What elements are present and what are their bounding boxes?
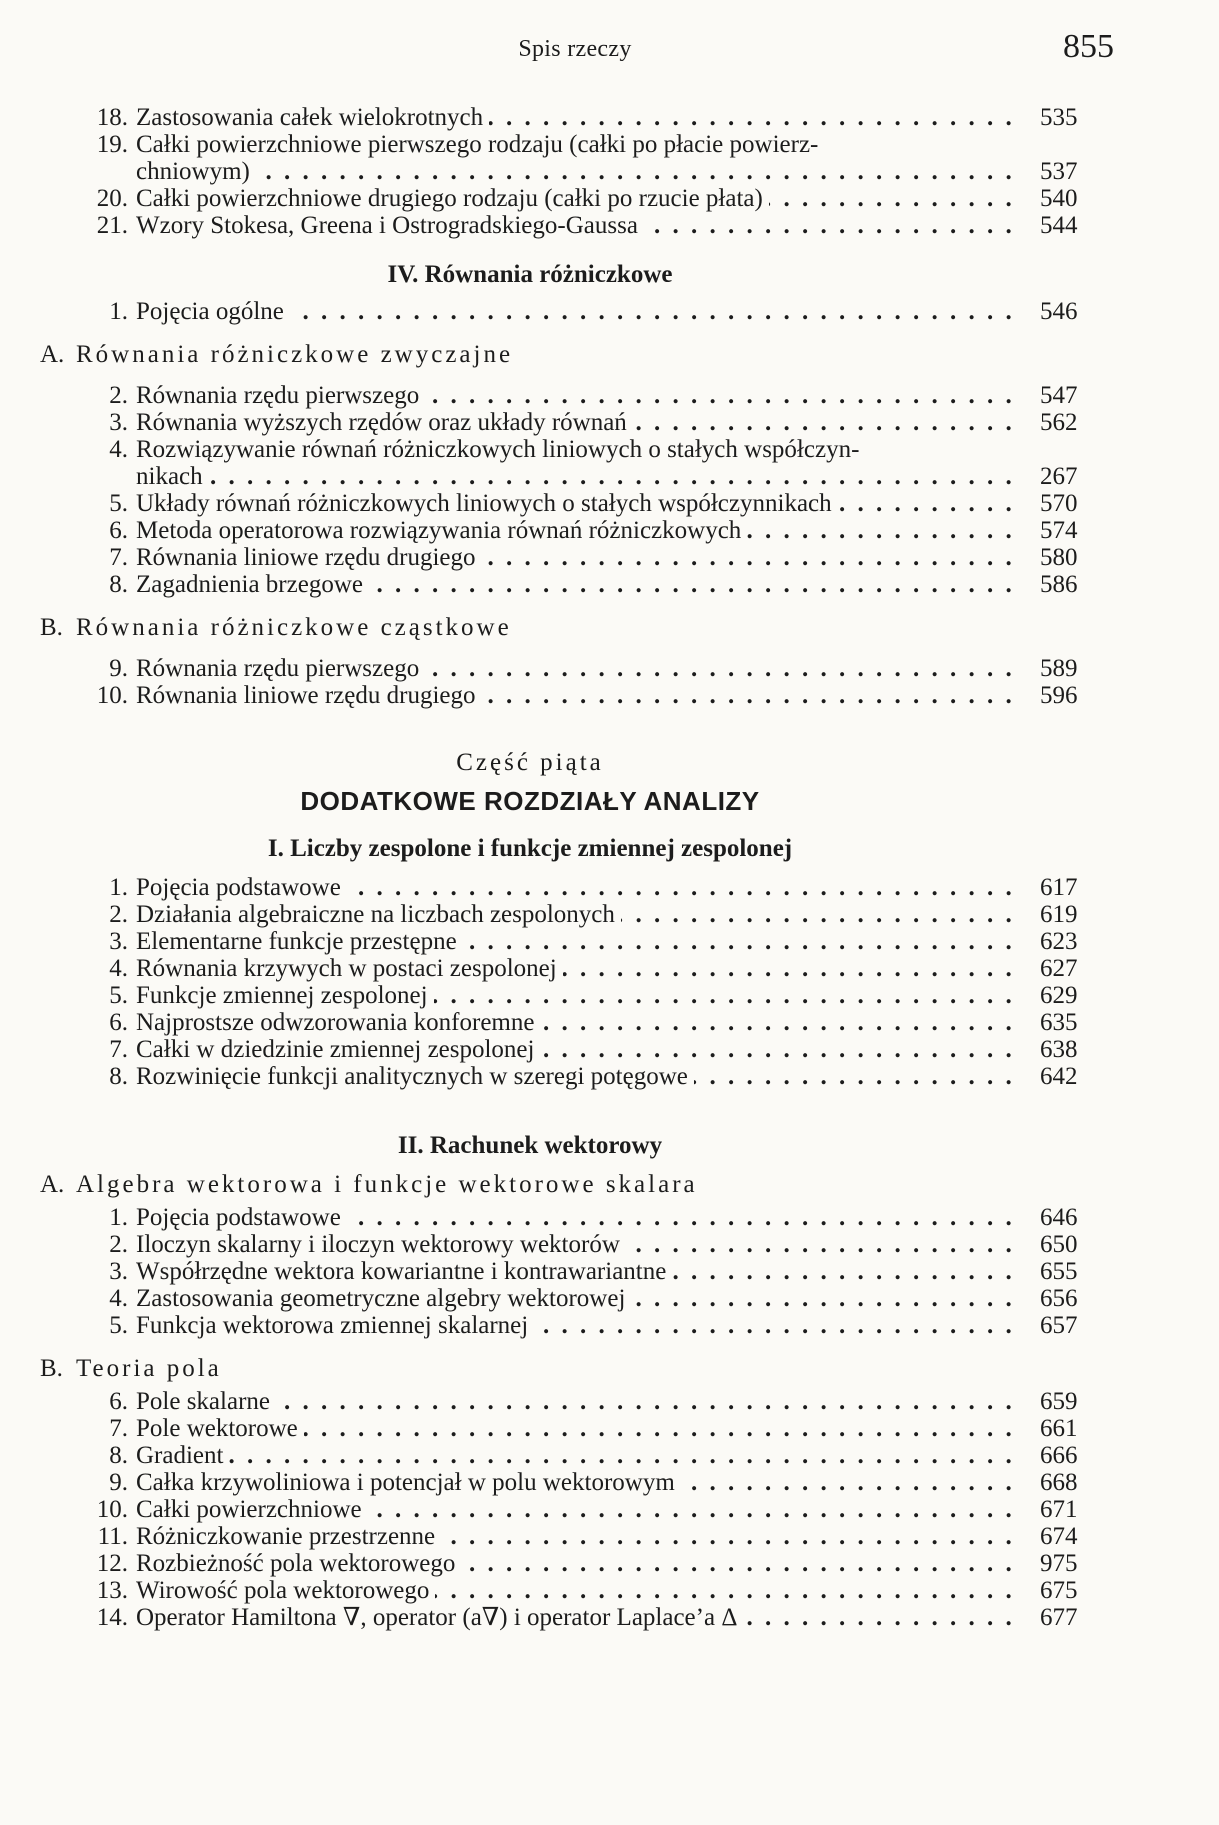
toc-entry-number: 8.: [109, 571, 128, 598]
toc-entry-title: Równania rzędu pierwszego: [136, 655, 425, 682]
section-title: Teoria pola: [76, 1355, 222, 1382]
toc-entry-number: 8.: [109, 1063, 128, 1090]
toc-entry: [40, 1285, 1078, 1312]
toc-entry-page: 642: [1040, 1063, 1100, 1090]
toc-entry: [40, 544, 1078, 571]
section-title: Algebra wektorowa i funkcje wektorowe skalara: [76, 1171, 698, 1198]
toc-entry-title-wrap: [136, 463, 1020, 490]
toc-entry-page: 659: [1040, 1388, 1100, 1415]
toc-entry-page: 650: [1040, 1231, 1100, 1258]
toc-entry: [40, 131, 1020, 158]
toc-entry-title: Całki powierzchniowe pierwszego rodzaju (całki po płacie powierz-: [136, 131, 824, 158]
toc-entry-number: 21.: [96, 212, 128, 239]
toc-entry-title: Rozbieżność pola wektorowego: [136, 1550, 461, 1577]
toc-entry: [40, 436, 1020, 463]
toc-entry-title-wrap: [136, 212, 1020, 239]
toc-entry-title: Iloczyn skalarny i iloczyn wektorowy wektorów: [136, 1231, 626, 1258]
toc-entry-title: Układy równań różniczkowych liniowych o stałych współczynnikach: [136, 490, 838, 517]
chapter-heading-iv: IV. Równania różniczkowe: [387, 261, 673, 288]
toc-entry: [40, 517, 1078, 544]
toc-entry-page: 975: [1040, 1550, 1100, 1577]
toc-entry-page: 589: [1040, 655, 1100, 682]
toc-entry-page: 535: [1040, 104, 1100, 131]
toc-entry-page: 546: [1040, 298, 1100, 325]
toc-entry-page: 677: [1040, 1604, 1100, 1631]
toc-entry: [40, 955, 1078, 982]
toc-entry-page: 638: [1040, 1036, 1100, 1063]
toc-entry-page: 619: [1040, 901, 1100, 928]
chapter-heading-ii: II. Rachunek wektorowy: [397, 1132, 663, 1159]
section-heading-b-pde: [40, 614, 1020, 641]
toc-entry-page: 674: [1040, 1523, 1100, 1550]
toc-block-complex: [40, 874, 1078, 1090]
toc-entry: [40, 1009, 1078, 1036]
toc-entry-page: 267: [1040, 463, 1100, 490]
toc-entry-title-wrap: [136, 1577, 1020, 1604]
toc-entry-title: Najprostsze odwzorowania konforemne: [136, 1009, 540, 1036]
toc-entry: [40, 682, 1078, 709]
toc-entry-number: 18.: [96, 104, 128, 131]
toc-entry-title: Wzory Stokesa, Greena i Ostrogradskiego-Gaussa: [136, 212, 644, 239]
toc-entry-number: 20.: [96, 185, 128, 212]
toc-entry-title-wrap: [136, 982, 1020, 1009]
section-letter: B.: [40, 614, 63, 641]
running-head: [0, 28, 1219, 72]
toc-entry-title-wrap: [136, 1550, 1020, 1577]
toc-entry-page: 635: [1040, 1009, 1100, 1036]
toc-entry: [40, 1604, 1078, 1631]
toc-entry-number: 1.: [109, 1204, 128, 1231]
toc-entry-title: Różniczkowanie przestrzenne: [136, 1523, 441, 1550]
toc-entry-title-wrap: [136, 1204, 1020, 1231]
toc-block-vector-algebra: [40, 1204, 1078, 1339]
toc-entry-title: Funkcja wektorowa zmiennej skalarnej: [136, 1312, 534, 1339]
section-letter: B.: [40, 1355, 63, 1382]
toc-entry-number: 13.: [96, 1577, 128, 1604]
toc-entry-page: 574: [1040, 517, 1100, 544]
toc-block-ch4-intro: [40, 298, 1078, 325]
toc-entry-title-wrap: [136, 1496, 1020, 1523]
section-letter: A.: [40, 341, 65, 368]
toc-entry: [40, 874, 1078, 901]
toc-entry-page: 657: [1040, 1312, 1100, 1339]
toc-entry-title: Pojęcia podstawowe: [136, 1204, 347, 1231]
section-title: Równania różniczkowe zwyczajne: [76, 341, 514, 368]
toc-entry-title: Elementarne funkcje przestępne: [136, 928, 463, 955]
toc-block-pde: [40, 655, 1078, 709]
toc-entry-number: 5.: [109, 1312, 128, 1339]
chapter-heading-i: I. Liczby zespolone i funkcje zmiennej zespolonej: [267, 835, 793, 862]
toc-entry-title: Równania rzędu pierwszego: [136, 382, 425, 409]
toc-entry-page: 547: [1040, 382, 1100, 409]
toc-entry-title-wrap: [136, 1036, 1020, 1063]
toc-entry-number: 7.: [109, 544, 128, 571]
toc-entry: [40, 1312, 1078, 1339]
toc-entry-title-wrap: [136, 682, 1020, 709]
toc-entry: [40, 1496, 1078, 1523]
toc-entry-title-wrap: [136, 298, 1020, 325]
toc-entry-title: Równania liniowe rzędu drugiego: [136, 544, 482, 571]
toc-entry-number: 1.: [109, 298, 128, 325]
toc-entry-number: 7.: [109, 1415, 128, 1442]
toc-entry-number: 2.: [109, 382, 128, 409]
running-head-title: Spis rzeczy: [518, 36, 632, 62]
toc-entry: [40, 212, 1078, 239]
toc-entry-title-wrap: [136, 544, 1020, 571]
toc-entry: [40, 1469, 1078, 1496]
part-title: DODATKOWE ROZDZIAŁY ANALIZY: [300, 786, 760, 816]
section-heading-a-ode: [40, 341, 1020, 368]
toc-entry-number: 9.: [109, 1469, 128, 1496]
toc-entry-title-wrap: [136, 1469, 1020, 1496]
toc-entry-page: 656: [1040, 1285, 1100, 1312]
toc-entry-number: 4.: [109, 955, 128, 982]
toc-entry-title: Zastosowania geometryczne algebry wektorowej: [136, 1285, 631, 1312]
toc-entry-title-wrap: [136, 1285, 1020, 1312]
toc-entry-number: 3.: [109, 1258, 128, 1285]
toc-entry-number: 1.: [109, 874, 128, 901]
toc-entry-title: Całki w dziedzinie zmiennej zespolonej: [136, 1036, 540, 1063]
toc-entry: [40, 1231, 1078, 1258]
toc-entry-number: 11.: [97, 1523, 128, 1550]
toc-entry: [40, 463, 1078, 490]
toc-entry-title: Całki powierzchniowe: [136, 1496, 368, 1523]
toc-entry-number: 6.: [109, 1388, 128, 1415]
toc-entry-title-wrap: [136, 1063, 1020, 1090]
toc-entry: [40, 298, 1078, 325]
toc-entry-title: Gradient: [136, 1442, 229, 1469]
page-number: 855: [1063, 28, 1114, 65]
toc-entry: [40, 1523, 1078, 1550]
toc-entry: [40, 1204, 1078, 1231]
toc-entry-number: 8.: [109, 1442, 128, 1469]
toc-entry-title-wrap: [136, 1604, 1020, 1631]
toc-entry: [40, 1063, 1078, 1090]
toc-entry-number: 4.: [109, 436, 128, 463]
section-heading-b-field-theory: [40, 1355, 1020, 1382]
toc-entry: [40, 901, 1078, 928]
toc-entry-title-wrap: [136, 1312, 1020, 1339]
toc-entry: [40, 982, 1078, 1009]
toc-entry-number: 14.: [96, 1604, 128, 1631]
toc-entry-page: 668: [1040, 1469, 1100, 1496]
toc-entry-title-wrap: [136, 490, 1020, 517]
toc-entry-title: Działania algebraiczne na liczbach zespolonych: [136, 901, 621, 928]
toc-entry-page: 596: [1040, 682, 1100, 709]
toc-entry-title: Zagadnienia brzegowe: [136, 571, 369, 598]
toc-entry-page: 586: [1040, 571, 1100, 598]
toc-entry-page: 562: [1040, 409, 1100, 436]
toc-entry: [40, 655, 1078, 682]
toc-entry-number: 12.: [96, 1550, 128, 1577]
toc-content: [40, 104, 1078, 1631]
toc-entry-title-wrap: [136, 1523, 1020, 1550]
toc-entry-title: Pojęcia podstawowe: [136, 874, 347, 901]
toc-entry: [40, 185, 1078, 212]
toc-entry-title-wrap: [136, 158, 1020, 185]
toc-entry-page: 629: [1040, 982, 1100, 1009]
toc-entry-title: Całki powierzchniowe drugiego rodzaju (całki po rzucie płata): [136, 185, 769, 212]
toc-entry-number: 4.: [109, 1285, 128, 1312]
toc-entry: [40, 490, 1078, 517]
toc-entry-title-wrap: [136, 955, 1020, 982]
toc-entry: [40, 1415, 1078, 1442]
toc-entry-page: 661: [1040, 1415, 1100, 1442]
toc-entry-title-wrap: [136, 1009, 1020, 1036]
toc-entry-page: 537: [1040, 158, 1100, 185]
toc-entry-number: 9.: [109, 655, 128, 682]
toc-entry-title-wrap: [136, 655, 1020, 682]
toc-entry-number: 2.: [109, 1231, 128, 1258]
toc-entry-title-wrap: [136, 1415, 1020, 1442]
toc-entry-title-wrap: [136, 517, 1020, 544]
toc-entry-title: Operator Hamiltona ∇, operator (a∇) i operator Laplace’a Δ: [136, 1604, 743, 1631]
toc-entry-title: Całka krzywoliniowa i potencjał w polu wektorowym: [136, 1469, 681, 1496]
toc-entry-page: 540: [1040, 185, 1100, 212]
toc-entry-title-wrap: [136, 1258, 1020, 1285]
toc-entry-number: 19.: [96, 131, 128, 158]
toc-entry: [40, 158, 1078, 185]
toc-entry: [40, 571, 1078, 598]
toc-entry-title-wrap: [136, 436, 1020, 463]
toc-entry-title-wrap: [136, 571, 1020, 598]
toc-entry: [40, 1550, 1078, 1577]
section-title: Równania różniczkowe cząstkowe: [76, 614, 512, 641]
toc-entry-page: 617: [1040, 874, 1100, 901]
toc-entry-title-wrap: [136, 104, 1020, 131]
toc-entry-title: Pole wektorowe: [136, 1415, 304, 1442]
toc-entry-title: Współrzędne wektora kowariantne i kontrawariantne: [136, 1258, 672, 1285]
toc-entry-title: nikach: [136, 463, 209, 490]
toc-entry: [40, 104, 1078, 131]
toc-entry-title-wrap: [136, 1442, 1020, 1469]
toc-entry-number: 10.: [96, 1496, 128, 1523]
toc-entry-page: 627: [1040, 955, 1100, 982]
toc-entry: [40, 409, 1078, 436]
toc-block-ch3-end: [40, 104, 1078, 239]
toc-entry-title: Pole skalarne: [136, 1388, 276, 1415]
toc-entry-title: Rozwinięcie funkcji analitycznych w szeregi potęgowe: [136, 1063, 694, 1090]
toc-entry-title-wrap: [136, 409, 1020, 436]
toc-entry-number: 3.: [109, 409, 128, 436]
toc-entry-title-wrap: [136, 185, 1020, 212]
part-label: Część piąta: [456, 749, 604, 776]
toc-entry-page: 646: [1040, 1204, 1100, 1231]
toc-entry-number: 5.: [109, 982, 128, 1009]
toc-entry-number: 3.: [109, 928, 128, 955]
toc-entry: [40, 382, 1078, 409]
toc-entry-number: 6.: [109, 1009, 128, 1036]
toc-entry-number: 10.: [96, 682, 128, 709]
section-heading-a-vector-algebra: [40, 1171, 1020, 1198]
toc-block-ode: [40, 382, 1078, 598]
toc-entry-number: 5.: [109, 490, 128, 517]
toc-entry-page: 671: [1040, 1496, 1100, 1523]
toc-entry-title-wrap: [136, 928, 1020, 955]
toc-entry-title: Metoda operatorowa rozwiązywania równań różniczkowych: [136, 517, 747, 544]
toc-entry: [40, 1388, 1078, 1415]
toc-entry: [40, 928, 1078, 955]
toc-entry-title-wrap: [136, 131, 1020, 158]
toc-entry-page: 655: [1040, 1258, 1100, 1285]
toc-entry-title-wrap: [136, 1231, 1020, 1258]
toc-entry-title-wrap: [136, 382, 1020, 409]
toc-entry-page: 675: [1040, 1577, 1100, 1604]
toc-entry-title: Zastosowania całek wielokrotnych: [136, 104, 489, 131]
toc-entry-title-wrap: [136, 874, 1020, 901]
toc-entry-title-wrap: [136, 1388, 1020, 1415]
section-letter: A.: [40, 1171, 65, 1198]
toc-entry: [40, 1258, 1078, 1285]
toc-entry-title: Pojęcia ogólne: [136, 298, 290, 325]
toc-entry: [40, 1036, 1078, 1063]
toc-entry-number: 7.: [109, 1036, 128, 1063]
toc-entry-page: 666: [1040, 1442, 1100, 1469]
toc-entry-title: Równania krzywych w postaci zespolonej: [136, 955, 563, 982]
toc-entry-title: Równania wyższych rzędów oraz układy równań: [136, 409, 633, 436]
toc-entry: [40, 1442, 1078, 1469]
toc-entry-title: Funkcje zmiennej zespolonej: [136, 982, 434, 1009]
toc-entry-page: 570: [1040, 490, 1100, 517]
toc-entry-title: Równania liniowe rzędu drugiego: [136, 682, 482, 709]
toc-entry-number: 6.: [109, 517, 128, 544]
toc-entry-title: Rozwiązywanie równań różniczkowych liniowych o stałych współczyn-: [136, 436, 865, 463]
toc-entry-page: 580: [1040, 544, 1100, 571]
toc-entry-title-wrap: [136, 901, 1020, 928]
toc-entry-page: 623: [1040, 928, 1100, 955]
toc-entry-number: 2.: [109, 901, 128, 928]
toc-block-field-theory: [40, 1388, 1078, 1631]
toc-entry-page: 544: [1040, 212, 1100, 239]
toc-entry: [40, 1577, 1078, 1604]
toc-entry-title: Wirowość pola wektorowego: [136, 1577, 435, 1604]
toc-entry-title: chniowym): [136, 158, 256, 185]
